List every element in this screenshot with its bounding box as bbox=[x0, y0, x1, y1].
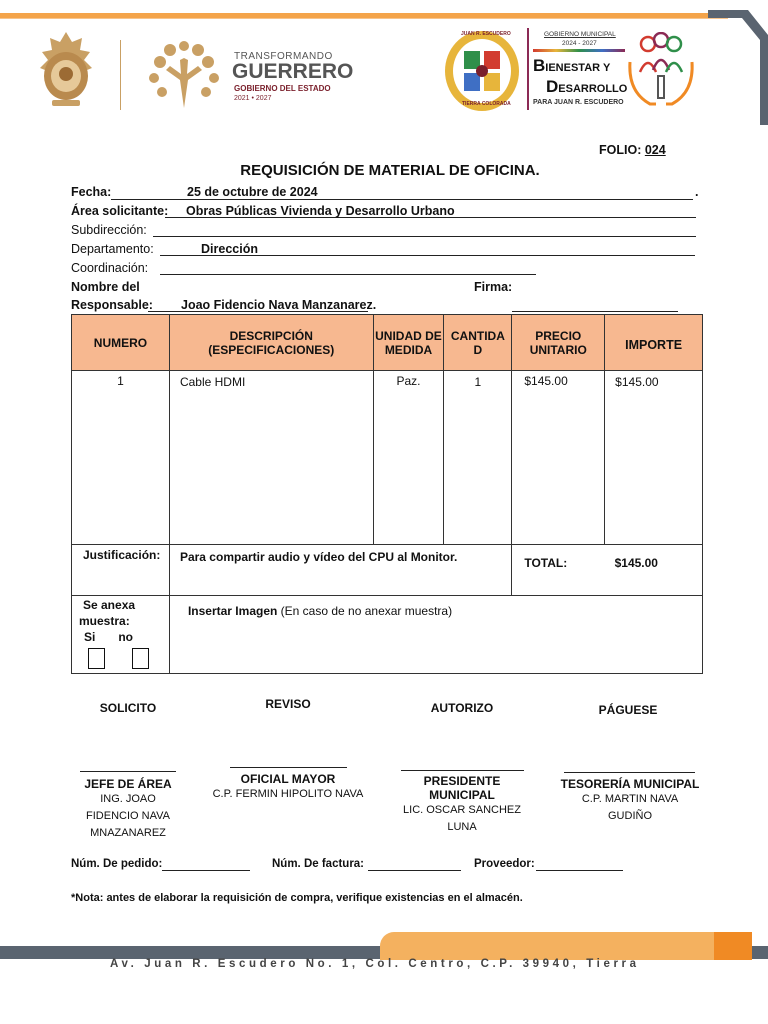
table-row bbox=[72, 371, 703, 545]
sig-name-line: LIC. OSCAR SANCHEZ bbox=[403, 804, 521, 816]
state-coat-of-arms-icon bbox=[36, 28, 96, 110]
nombre-label: Nombre del bbox=[71, 280, 140, 294]
sig-action-paguese: PÁGUESE bbox=[598, 703, 658, 717]
factura-label: Núm. De factura: bbox=[272, 858, 365, 870]
sig-line-2[interactable] bbox=[230, 767, 347, 768]
departamento-label: Departamento: bbox=[71, 242, 154, 256]
firma-line[interactable] bbox=[512, 311, 678, 312]
total-value: $145.00 bbox=[614, 556, 658, 570]
sig-line-4[interactable] bbox=[564, 772, 695, 773]
requisition-table bbox=[71, 314, 703, 674]
anexa-cell bbox=[72, 596, 170, 674]
justificacion-value: Para compartir audio y vídeo del CPU al Monitor. bbox=[179, 550, 458, 564]
anexa-label-1: Se anexa bbox=[83, 598, 136, 612]
justificacion-label: Justificación: bbox=[72, 545, 170, 596]
si-checkbox[interactable] bbox=[88, 648, 105, 669]
sig-name-line: C.P. FERMIN HIPOLITO NAVA bbox=[212, 788, 364, 800]
cell-descripcion[interactable]: Cable HDMI bbox=[169, 371, 373, 545]
sig-name-line: MNAZANAREZ bbox=[90, 827, 166, 839]
firma-label: Firma: bbox=[474, 280, 513, 294]
sig-line-3[interactable] bbox=[401, 770, 524, 771]
col-descripcion: DESCRIPCIÓN (ESPECIFICACIONES) bbox=[169, 315, 373, 371]
footer-address: Av. Juan R. Escudero No. 1, Col. Centro, C.P. 39940, Tierra bbox=[110, 958, 640, 970]
insertar-rest: (En caso de no anexar muestra) bbox=[277, 604, 453, 618]
sig-name-line: ING. JOAO bbox=[100, 793, 156, 805]
fecha-value[interactable]: 25 de octubre de 2024 bbox=[187, 185, 318, 199]
col-unidad: UNIDAD DE MEDIDA bbox=[373, 315, 444, 371]
cell-importe[interactable]: $145.00 bbox=[605, 371, 703, 545]
responsable-value[interactable]: Joao Fidencio Nava Manzanarez. bbox=[181, 298, 377, 312]
sig-title: PRESIDENTE MUNICIPAL bbox=[423, 774, 501, 802]
factura-line[interactable] bbox=[368, 870, 461, 871]
insertar-cell[interactable] bbox=[169, 596, 702, 674]
sig-block-oficial bbox=[208, 772, 368, 803]
pedido-label: Núm. De pedido: bbox=[71, 858, 163, 870]
fecha-line bbox=[111, 199, 693, 200]
subdireccion-line[interactable] bbox=[153, 236, 696, 237]
page-title: REQUISICIÓN DE MATERIAL DE OFICINA. bbox=[240, 162, 540, 179]
total-cell bbox=[512, 545, 703, 596]
sig-title: TESORERÍA MUNICIPAL bbox=[560, 777, 700, 791]
cell-unidad[interactable]: Paz. bbox=[373, 371, 444, 545]
pedido-line[interactable] bbox=[162, 870, 250, 871]
municipal-para: PARA JUAN R. ESCUDERO bbox=[533, 99, 624, 106]
subdireccion-label: Subdirección: bbox=[71, 223, 147, 237]
responsable-label: Responsable: bbox=[71, 298, 153, 312]
sig-block-presidente bbox=[392, 774, 532, 836]
note: *Nota: antes de elaborar la requisición de compra, verifique existencias en el almacén. bbox=[71, 892, 523, 904]
insertar-bold: Insertar Imagen bbox=[187, 604, 278, 618]
sig-name-line: GUDIÑO bbox=[608, 810, 652, 822]
corner-decoration bbox=[708, 0, 768, 125]
brand-line4: 2021 • 2027 bbox=[234, 95, 272, 102]
top-stripe-thin bbox=[0, 18, 728, 19]
sig-action-solicito: SOLICITO bbox=[99, 701, 157, 715]
seal-text-bottom: TIERRA COLORADA bbox=[462, 101, 511, 107]
col-cantidad: CANTIDA D bbox=[444, 315, 512, 371]
total-label: TOTAL: bbox=[524, 556, 568, 570]
justificacion-cell[interactable] bbox=[169, 545, 511, 596]
coordinacion-label: Coordinación: bbox=[71, 261, 149, 275]
brand-line2: GUERRERO bbox=[232, 60, 354, 83]
desarrollo-wordmark: DESARROLLO bbox=[546, 77, 628, 96]
bienestar-wordmark: BIENESTAR Y bbox=[533, 56, 611, 75]
area-value[interactable]: Obras Públicas Vivienda y Desarrollo Urbano bbox=[186, 204, 455, 218]
sig-name-line: C.P. MARTIN NAVA bbox=[581, 793, 679, 805]
folio: FOLIO: 024 bbox=[599, 143, 666, 157]
cell-cantidad[interactable]: 1 bbox=[444, 371, 512, 545]
footer-orange-block bbox=[714, 932, 752, 960]
area-label: Área solicitante: bbox=[71, 204, 169, 218]
fecha-label: Fecha: bbox=[71, 185, 112, 199]
municipal-line2: 2024 - 2027 bbox=[562, 40, 597, 47]
coordinacion-line[interactable] bbox=[160, 274, 536, 275]
col-precio: PRECIO UNITARIO bbox=[512, 315, 605, 371]
sig-action-reviso: REVISO bbox=[265, 697, 311, 711]
fecha-period: . bbox=[695, 185, 699, 199]
sig-action-autorizo: AUTORIZO bbox=[430, 701, 494, 715]
sig-title: OFICIAL MAYOR bbox=[240, 772, 336, 786]
cell-precio[interactable]: $145.00 bbox=[512, 371, 605, 545]
cell-numero[interactable]: 1 bbox=[72, 371, 170, 545]
table-header-row bbox=[72, 315, 703, 371]
sig-name-line: FIDENCIO NAVA bbox=[86, 810, 170, 822]
sig-name-line: LUNA bbox=[447, 821, 477, 833]
logo-divider bbox=[120, 40, 121, 110]
proveedor-label: Proveedor: bbox=[474, 858, 535, 870]
seal-text-top: JUAN R. ESCUDERO bbox=[461, 31, 511, 37]
footer-orange-band bbox=[380, 932, 752, 960]
proveedor-line[interactable] bbox=[536, 870, 623, 871]
tree-logo-icon bbox=[146, 40, 222, 110]
brand-line1: TRANSFORMANDO bbox=[234, 51, 333, 62]
anexa-row bbox=[72, 596, 703, 674]
sig-line-1[interactable] bbox=[80, 771, 176, 772]
sig-block-tesoreria bbox=[558, 777, 702, 825]
col-importe: IMPORTE bbox=[605, 315, 703, 371]
si-label: Si bbox=[84, 630, 96, 644]
anexa-label-2: muestra: bbox=[79, 614, 130, 628]
departamento-value[interactable]: Dirección bbox=[201, 242, 258, 256]
brand-line3: GOBIERNO DEL ESTADO bbox=[234, 84, 331, 93]
col-numero: NUMERO bbox=[72, 315, 170, 371]
folio-value: 024 bbox=[644, 143, 666, 157]
seal-divider bbox=[527, 28, 529, 110]
no-checkbox[interactable] bbox=[132, 648, 149, 669]
rainbow-bar bbox=[533, 49, 625, 52]
sig-title: JEFE DE ÁREA bbox=[84, 777, 172, 791]
municipal-line1: GOBIERNO MUNICIPAL bbox=[544, 31, 616, 38]
bienestar-people-icon bbox=[626, 32, 696, 110]
sig-block-jefe bbox=[70, 777, 186, 842]
no-label: no bbox=[118, 630, 134, 644]
justificacion-row bbox=[72, 545, 703, 596]
